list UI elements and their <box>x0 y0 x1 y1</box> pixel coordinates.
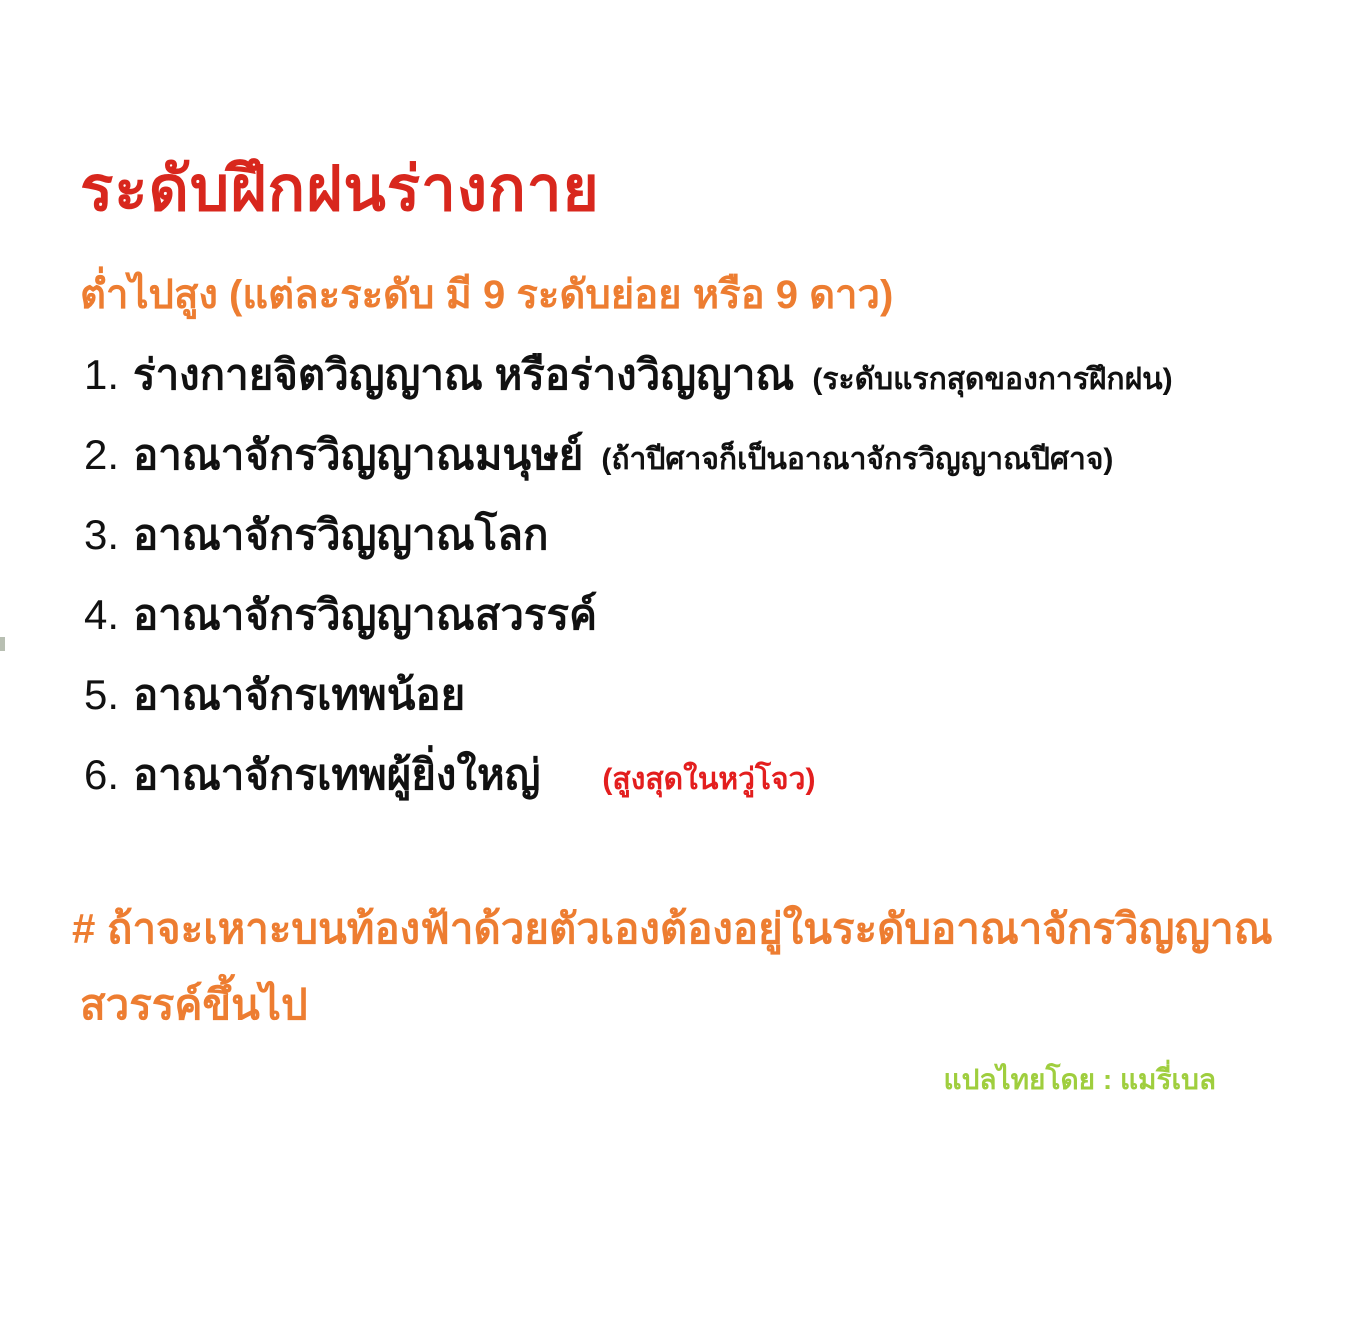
list-item <box>84 502 1324 582</box>
translator-credit: แปลไทยโดย : แมรี่เบล <box>943 1064 1216 1095</box>
list-item-number: 3. <box>84 511 120 558</box>
list-item <box>84 342 1324 422</box>
level-list <box>84 342 1324 822</box>
list-item-note: (สูงสุดในหวู่โจว) <box>602 763 816 796</box>
list-item <box>84 742 1324 822</box>
list-item-number: 1. <box>84 351 120 398</box>
list-item-text: อาณาจักรวิญญาณโลก <box>133 511 549 558</box>
list-item-number: 6. <box>84 751 120 798</box>
list-item-text: อาณาจักรวิญญาณสวรรค์ <box>133 591 598 638</box>
list-item-number: 2. <box>84 431 120 478</box>
footnote-line-1: # ถ้าจะเหาะบนท้องฟ้าด้วยตัวเองต้องอยู่ในระดับอาณาจักรวิญญาณ <box>72 905 1273 952</box>
list-item-note: (ระดับแรกสุดของการฝึกฝน) <box>812 363 1173 396</box>
list-item-number: 5. <box>84 671 120 718</box>
footnote-line-2: สวรรค์ขึ้นไป <box>80 981 308 1028</box>
list-item-note: (ถ้าปีศาจก็เป็นอาณาจักรวิญญาณปีศาจ) <box>601 443 1114 476</box>
list-item-text: อาณาจักรเทพน้อย <box>133 671 466 718</box>
list-item-text: อาณาจักรวิญญาณมนุษย์ <box>133 431 584 478</box>
list-item <box>84 662 1324 742</box>
list-item <box>84 582 1324 662</box>
list-item-number: 4. <box>84 591 120 638</box>
list-item <box>84 422 1324 502</box>
list-item-text: อาณาจักรเทพผู้ยิ่งใหญ่ <box>133 751 541 798</box>
subtitle: ต่ำไปสูง (แต่ละระดับ มี 9 ระดับย่อย หรือ 9 ดาว) <box>80 273 894 317</box>
list-item-text: ร่างกายจิตวิญญาณ หรือร่างวิญญาณ <box>133 351 795 398</box>
page-title: ระดับฝึกฝนร่างกาย <box>80 155 600 224</box>
edge-artifact-mark <box>0 637 5 651</box>
